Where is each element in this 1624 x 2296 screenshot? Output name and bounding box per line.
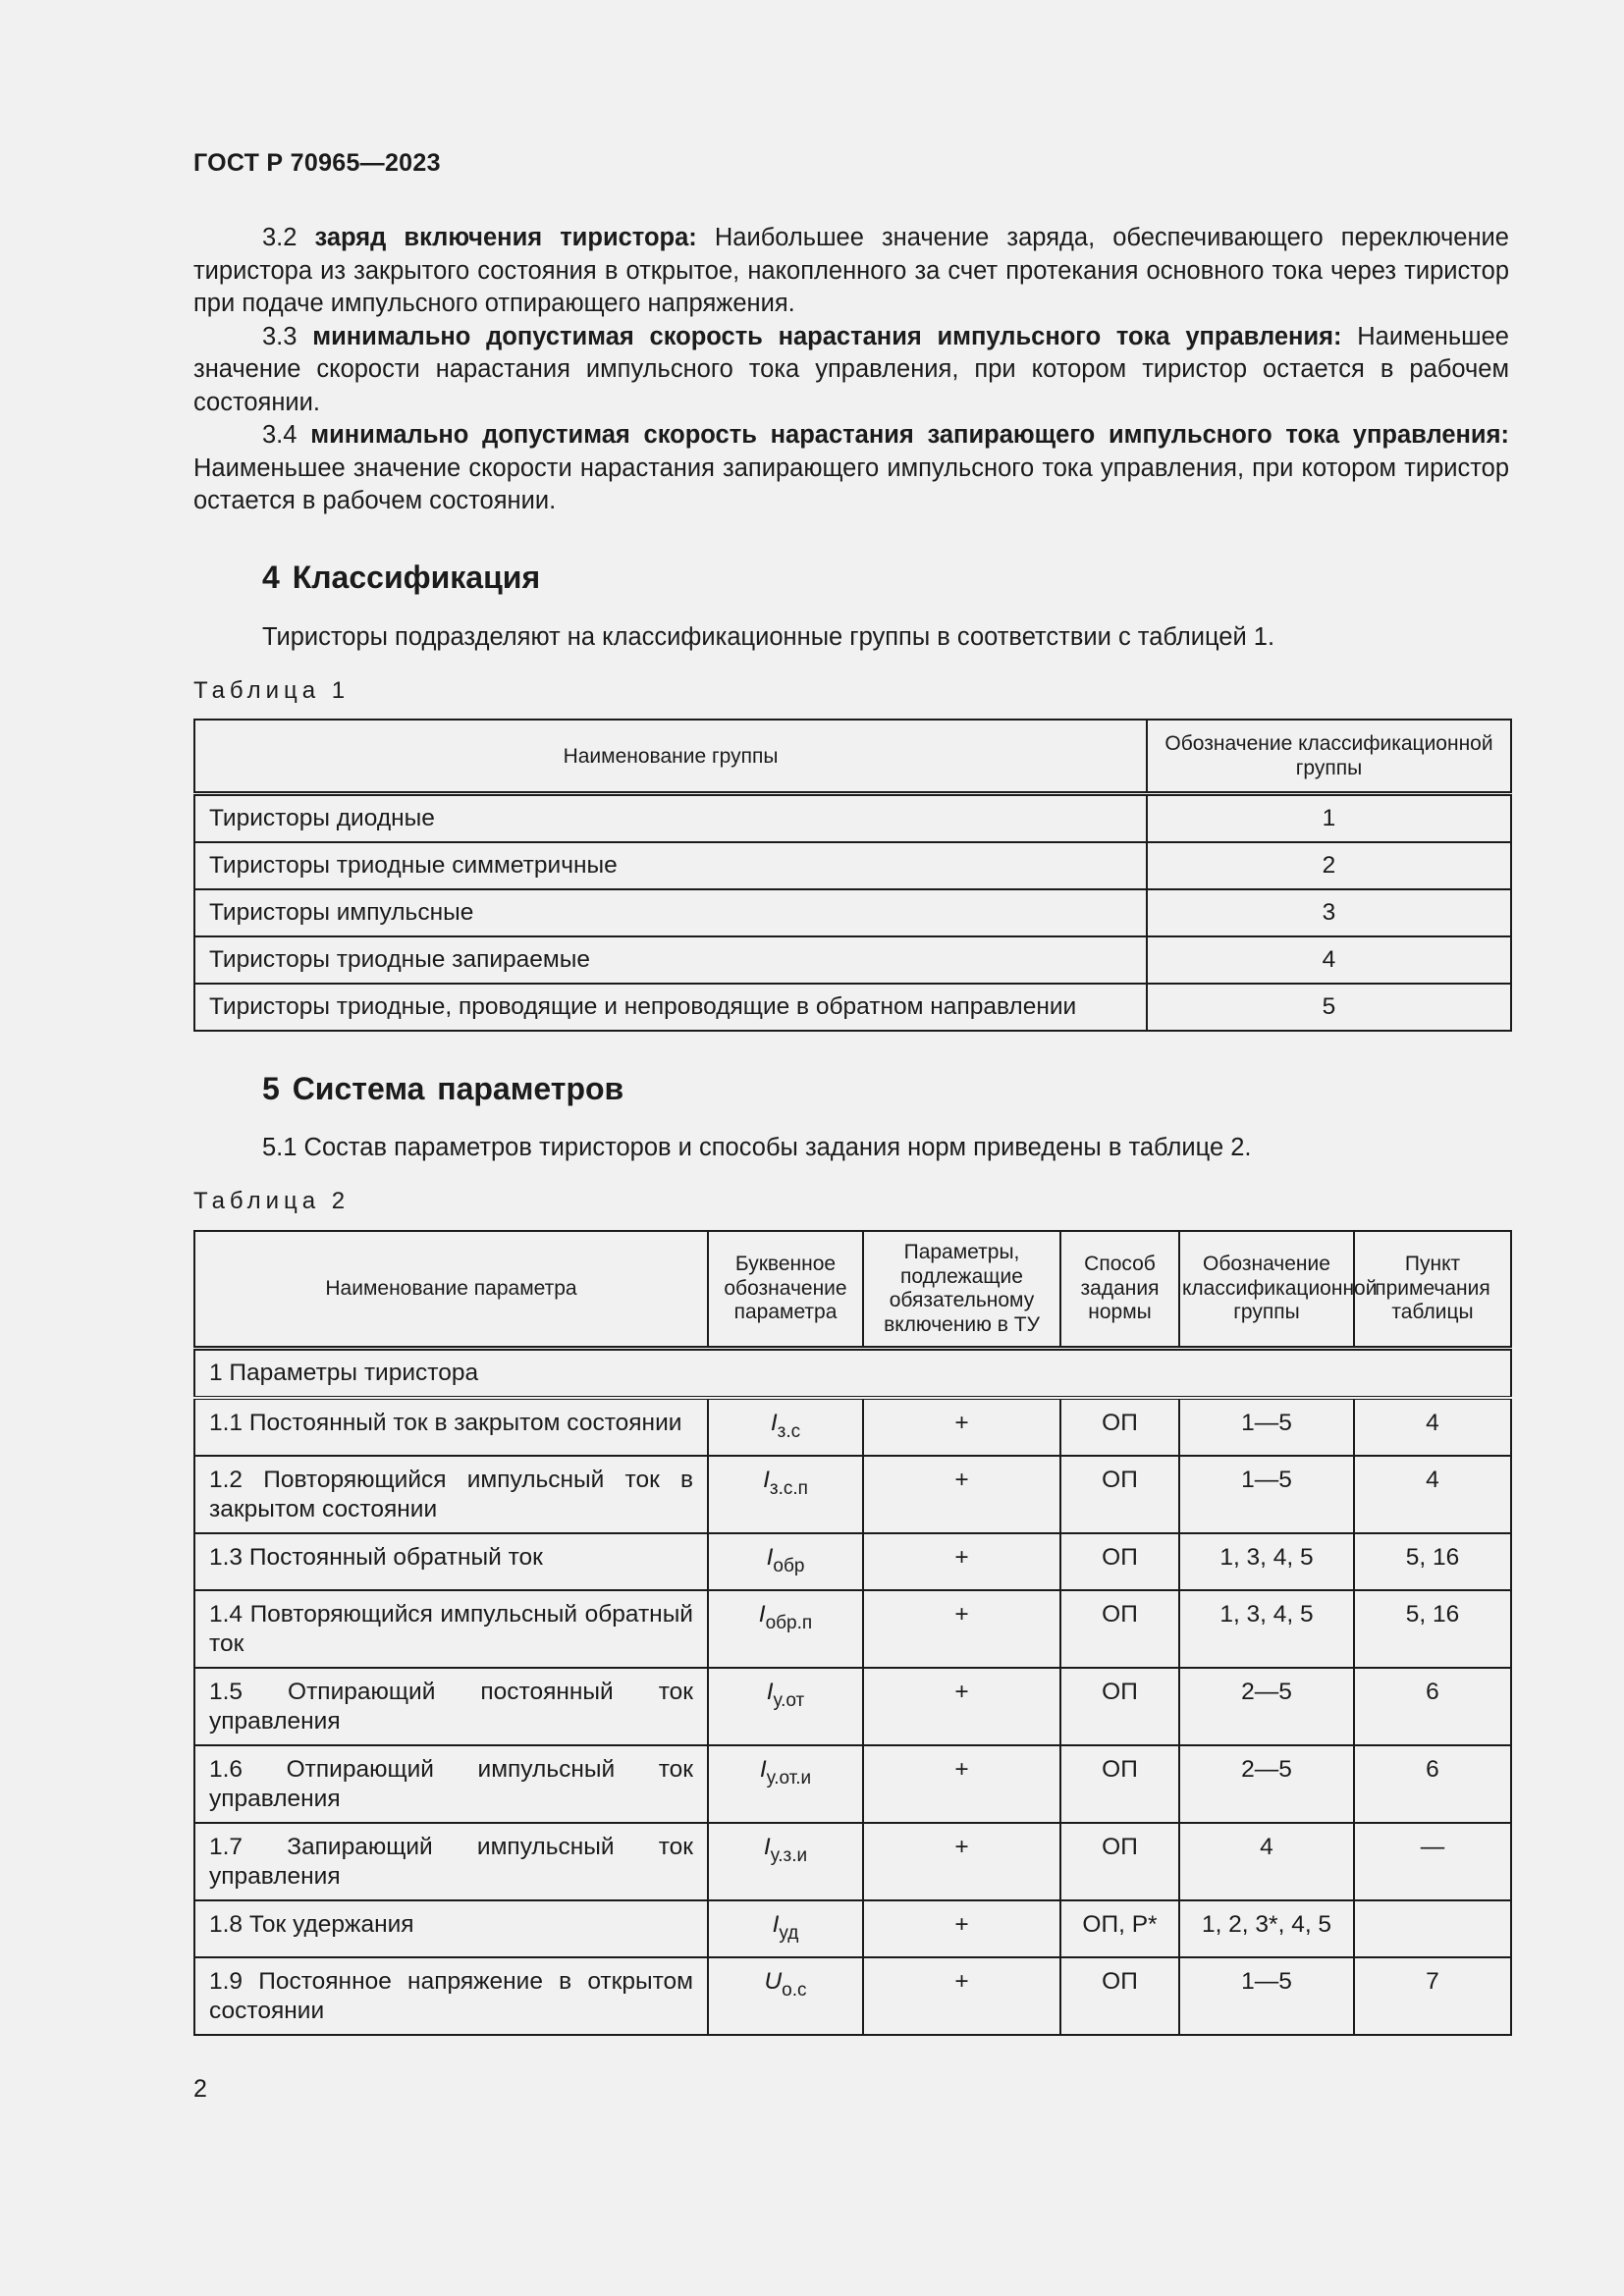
- definitions-block: [193, 222, 1509, 518]
- table-row: Тиристоры триодные, проводящие и непроводящие в обратном направлении 5: [194, 984, 1511, 1031]
- table-1-caption: Таблица 1: [193, 677, 351, 704]
- section-5-heading: 5 Система параметров: [262, 1071, 624, 1106]
- section-4-heading: 4 Классификация: [262, 560, 541, 595]
- table-1: [193, 719, 1512, 1032]
- table-header-row: [194, 1231, 1511, 1349]
- table-group-row: 1 Параметры тиристора: [194, 1349, 1511, 1399]
- table-row: Тиристоры диодные 1: [194, 794, 1511, 843]
- table-row: 1.9 Постоянное напряжение в открытом состоянии $U_{о.с}$ + ОП 1—5 7: [194, 1957, 1511, 2035]
- definition-term: минимально допустимая скорость нарастания запирающего импульсного тока управления:: [310, 421, 1509, 449]
- page-number: 2: [193, 2075, 207, 2103]
- column-header: Способ задания нормы: [1060, 1231, 1179, 1349]
- table-row: 1.3 Постоянный обратный ток $I_{обр}$ + ОП 1, 3, 4, 5 5, 16: [194, 1533, 1511, 1590]
- column-header: Буквенное обозначение параметра: [708, 1231, 863, 1349]
- table-row: 1.1 Постоянный ток в закрытом состоянии $I_{з.с}$ + ОП 1—5 4: [194, 1398, 1511, 1456]
- column-header: Пункт примечания таблицы: [1354, 1231, 1511, 1349]
- table-row: 1.7 Запирающий импульсный ток управления $I_{у.з.и}$ + ОП 4 —: [194, 1823, 1511, 1900]
- section-5-text: 5.1 Состав параметров тиристоров и способы задания норм приведены в таблице 2.: [262, 1134, 1252, 1161]
- column-header: Наименование параметра: [194, 1231, 708, 1349]
- definition-term: заряд включения тиристора:: [314, 224, 697, 251]
- table-row: 1.8 Ток удержания $I_{уд}$ + ОП, Р* 1, 2, 3*, 4, 5: [194, 1900, 1511, 1957]
- column-header: Обозначение классификационной группы: [1179, 1231, 1354, 1349]
- table-2: [193, 1230, 1512, 2036]
- table-row: 1.6 Отпирающий импульсный ток управления $I_{у.от.и}$ + ОП 2—5 6: [194, 1745, 1511, 1823]
- table-row: 1.4 Повторяющийся импульсный обратный ток $I_{обр.п}$ + ОП 1, 3, 4, 5 5, 16: [194, 1590, 1511, 1668]
- table-row: Тиристоры триодные запираемые 4: [194, 936, 1511, 984]
- column-header: Наименование группы: [194, 720, 1147, 794]
- table-row: 1.5 Отпирающий постоянный ток управления $I_{у.от}$ + ОП 2—5 6: [194, 1668, 1511, 1745]
- table-header-row: [194, 720, 1511, 794]
- definition-3-3: 3.3 минимально допустимая скорость нарастания импульсного тока управления: Наименьшее значение скорости нарастания импульсного тока управления, при котором тиристор остается в рабочем состоянии.: [193, 322, 1509, 416]
- table-2-caption: Таблица 2: [193, 1188, 351, 1214]
- table-row: 1.2 Повторяющийся импульсный ток в закрытом состоянии $I_{з.с.п}$ + ОП 1—5 4: [194, 1456, 1511, 1533]
- definition-3-4: 3.4 минимально допустимая скорость нарастания запирающего импульсного тока управления: Наименьшее значение скорости нарастания запирающего импульсного тока управления, при котором тиристор остается в рабочем состоянии.: [193, 421, 1509, 514]
- table-row: Тиристоры триодные симметричные 2: [194, 842, 1511, 889]
- column-header: Параметры, подлежащие обязательному включению в ТУ: [863, 1231, 1060, 1349]
- table-row: Тиристоры импульсные 3: [194, 889, 1511, 936]
- column-header: Обозначение классификационной группы: [1147, 720, 1511, 794]
- document-header: ГОСТ Р 70965—2023: [193, 149, 441, 177]
- section-4-text: Тиристоры подразделяют на классификационные группы в соответствии с таблицей 1.: [262, 623, 1275, 651]
- definition-3-2: 3.2 заряд включения тиристора: Наибольшее значение заряда, обеспечивающего переключение тиристора из закрытого состояния в открытое, накопленного за счет протекания основного тока через тиристор при подаче импульсного отпирающего напряжения.: [193, 224, 1509, 317]
- definition-term: минимально допустимая скорость нарастания импульсного тока управления:: [312, 322, 1342, 350]
